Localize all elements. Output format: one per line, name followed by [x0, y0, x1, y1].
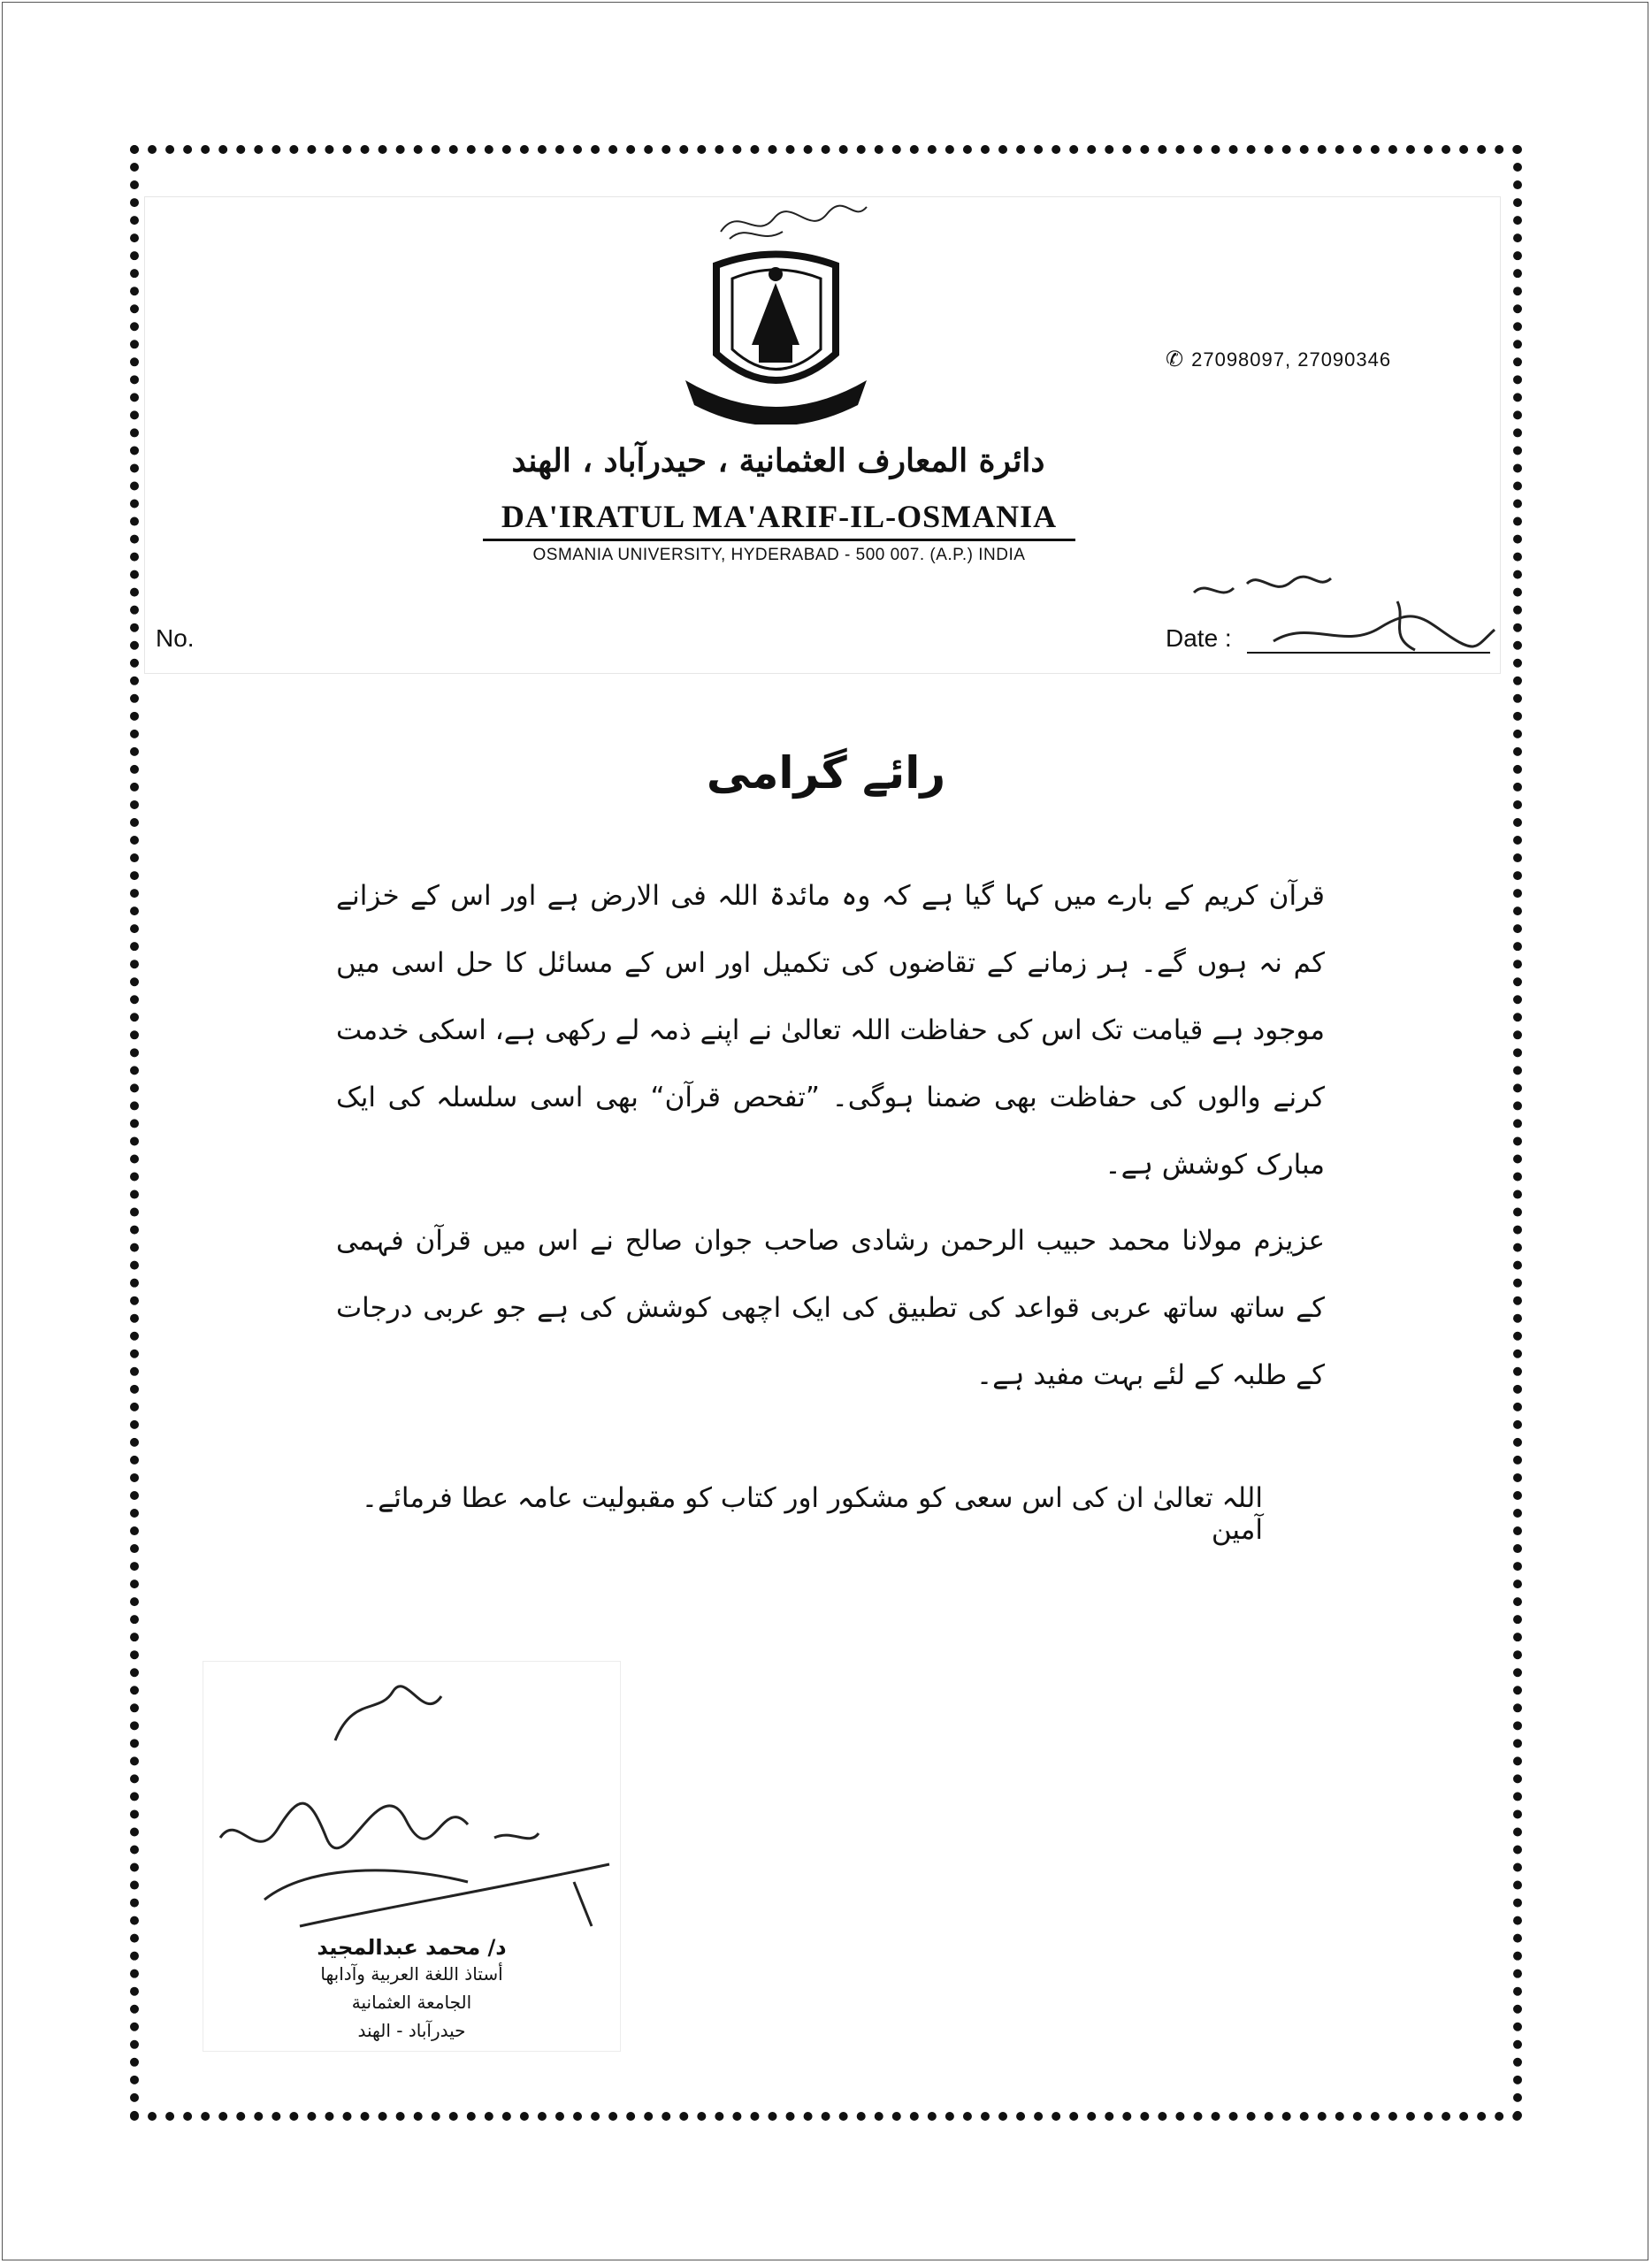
stamp-name: د/ محمد عبدالمجيد — [317, 1935, 507, 1960]
handwritten-signature — [203, 1661, 621, 1953]
organization-name-arabic: دائرة المعارف العثمانية ، حيدرآباد ، الهند — [511, 442, 1045, 479]
letter-paragraph-1: قرآن کریم کے بارے میں کہا گیا ہے کہ وہ مائدۃ اللہ فی الارض ہے اور اس کے خزانے کم نہ ہوں گے۔ ہر زمانے کے تقاضوں کی تکمیل اور اس کے مسائل کا حل اسی میں موجود ہے قیامت تک اس کی حفاظت اللہ تعالیٰ نے اپنے ذمہ لے رکھی ہے، اسکی خدمت کرنے والوں کی حفاظت بھی ضمنا ہوگی۔ ”تفحص قرآن“ بھی اسی سلسلہ کی ایک مبارک کوشش ہے۔ — [336, 880, 1325, 1181]
letter-closing-prayer: اللہ تعالیٰ ان کی اس سعی کو مشکور اور کتاب کو مقبولیت عامہ عطا فرمائے۔ آمین — [361, 1482, 1263, 1546]
letter-paragraph-2: عزیزم مولانا محمد حبیب الرحمن رشادی صاحب جوان صالح نے اس میں قرآن فہمی کے ساتھ ساتھ عربی قواعد کی تطبیق کی ایک اچھی کوشش کی ہے جو عربی درجات کے طلبہ کے لئے بہت مفید ہے۔ — [336, 1225, 1325, 1391]
stamp-line: الجامعة العثمانية — [351, 1992, 472, 2013]
organization-name-english: DA'IRATUL MA'ARIF-IL-OSMANIA — [483, 498, 1075, 541]
organization-address: OSMANIA UNIVERSITY, HYDERABAD - 500 007. (A.P.) INDIA — [532, 546, 1026, 564]
stamp-line: أستاذ اللغة العربية وآدابها — [320, 1963, 503, 1985]
handwritten-bismihi-note — [712, 196, 871, 249]
reference-number-label: No. — [156, 624, 195, 652]
phone-icon: ✆ — [1166, 348, 1185, 371]
phone-number: ✆ 27098097, 27090346 — [1166, 348, 1392, 371]
university-emblem-seal — [681, 248, 871, 424]
stamp-line: حيدرآباد - الهند — [357, 2020, 466, 2041]
handwritten-date — [1185, 566, 1503, 663]
letter-title: رائے گرامی — [706, 747, 946, 799]
date-label: Date : — [1166, 624, 1232, 652]
